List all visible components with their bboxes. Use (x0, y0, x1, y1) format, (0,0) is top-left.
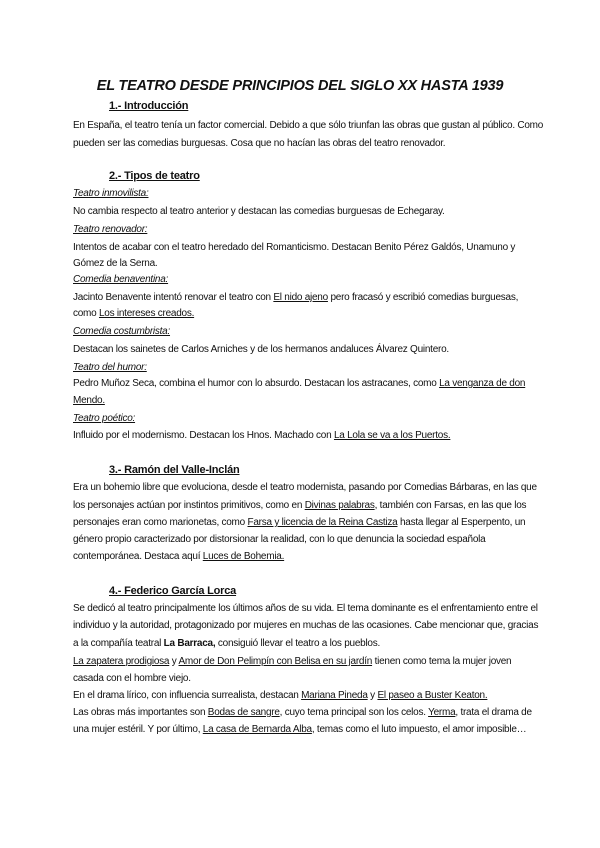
lorca-line-1: Se dedicó al teatro principalmente los últimos años de su vida. El tema dominante es el enfrentamiento entre el (73, 603, 538, 614)
valle-heading: 3.- Ramón del Valle-Inclán (109, 464, 240, 476)
text-span: contemporánea. Destaca aquí (73, 551, 203, 562)
valle-line-2 (73, 500, 526, 512)
text-span: y (169, 656, 179, 667)
renovador-text-2: Gómez de la Serna. (73, 258, 158, 269)
benaventina-line-1 (73, 292, 518, 304)
lorca-line-6 (73, 690, 487, 702)
intro-heading: 1.- Introducción (109, 100, 189, 112)
intro-line-1: En España, el teatro tenía un factor comercial. Debido a que sólo triunfan las obras que gustan al público. Como (73, 120, 544, 131)
text-span: hasta llegar al Esperpento, un (397, 517, 526, 528)
text-span: , trata el drama de (455, 707, 532, 718)
valle-line-1: Era un bohemio libre que evoluciona, desde el teatro modernista, pasando por Comedias Bárbaras, en las que (73, 482, 537, 493)
lorca-line-7 (73, 707, 532, 719)
text-span: Las obras más importantes son (73, 707, 208, 718)
text-span: , temas como el luto impuesto, el amor imposible… (311, 724, 527, 735)
text-span: una mujer estéril. Y por último, (73, 724, 203, 735)
work-title: Yerma (428, 707, 456, 718)
inmovilista-text: No cambia respecto al teatro anterior y destacan las comedias burguesas de Echegaray. (73, 206, 445, 217)
work-title: La casa de Bernarda Alba (202, 724, 312, 735)
text-span: En el drama lírico, con influencia surrealista, destacan (73, 690, 302, 701)
text-span: a la compañía teatral (73, 638, 164, 649)
humor-line-2 (73, 395, 105, 407)
text-span: tienen como tema la mujer joven (372, 656, 512, 667)
lorca-line-5: casada con el hombre viejo. (73, 673, 191, 684)
work-title: Amor de Don Pelimpín con Belisa en su jardín (178, 656, 373, 667)
work-title: Divinas palabras (304, 500, 375, 511)
work-title: El nido ajeno (273, 292, 328, 303)
renovador-label: Teatro renovador: (73, 224, 148, 235)
work-title: El paseo a Buster Keaton. (377, 690, 488, 701)
renovador-text-1: Intentos de acabar con el teatro heredado del Romanticismo. Destacan Benito Pérez Galdós, Unamuno y (73, 242, 516, 253)
lorca-line-3 (73, 638, 380, 650)
work-title: Mariana Pineda (301, 690, 368, 701)
valle-line-4: género propio caracterizado por distorsionar la realidad, con lo que denuncia la sociedad española (73, 534, 486, 545)
lorca-line-4 (73, 656, 511, 668)
text-span: consiguió llevar el teatro a los pueblos. (215, 638, 381, 649)
poetico-text (73, 430, 450, 442)
tipos-heading: 2.- Tipos de teatro (109, 170, 200, 182)
valle-line-3 (73, 517, 525, 529)
poetico-label: Teatro poético: (73, 413, 136, 424)
work-title: Mendo. (73, 395, 105, 406)
text-span: Jacinto Benavente intentó renovar el teatro con (73, 292, 274, 303)
lorca-line-2: individuo y la autoridad, protagonizado por mujeres en muchas de las ocasiones. Cabe mencionar que, gracias (73, 620, 539, 631)
work-title: Los intereses creados. (98, 308, 195, 319)
lorca-heading: 4.- Federico García Lorca (109, 585, 237, 597)
benaventina-label: Comedia benaventina: (73, 274, 169, 285)
valle-line-5 (73, 551, 284, 563)
text-span: y (367, 690, 378, 701)
costumbrista-label: Comedia costumbrista: (73, 326, 171, 337)
intro-line-2: pueden ser las comedias burguesas. Cosa que no hacían las obras del teatro renovador. (73, 138, 446, 149)
work-title: La Lola se va a los Puertos. (333, 430, 451, 441)
text-span: personajes eran como marionetas, como (73, 517, 248, 528)
costumbrista-text: Destacan los sainetes de Carlos Arniches y de los hermanos andaluces Álvarez Quintero. (73, 344, 449, 355)
text-span: Pedro Muñoz Seca, combina el humor con lo absurdo. Destacan los astracanes, como (73, 378, 440, 389)
inmovilista-label: Teatro inmovilista: (73, 188, 149, 199)
text-span: , cuyo tema principal son los celos. (279, 707, 429, 718)
company-name: La Barraca, (163, 638, 216, 649)
text-span: , también con Farsas, en las que los (374, 500, 527, 511)
lorca-line-8 (73, 724, 526, 736)
work-title: Bodas de sangre (207, 707, 280, 718)
text-span: los personajes actúan por instintos primitivos, como en (73, 500, 305, 511)
work-title: Farsa y licencia de la Reina Castiza (247, 517, 398, 528)
text-span: como (73, 308, 99, 319)
text-span: Influido por el modernismo. Destacan los Hnos. Machado con (73, 430, 334, 441)
humor-line-1 (73, 378, 525, 390)
work-title: La venganza de don (439, 378, 526, 389)
humor-label: Teatro del humor: (73, 362, 147, 373)
text-span: pero fracasó y escribió comedias burguesas, (327, 292, 519, 303)
work-title: Luces de Bohemia. (202, 551, 285, 562)
work-title: La zapatera prodigiosa (73, 656, 170, 667)
document-title: EL TEATRO DESDE PRINCIPIOS DEL SIGLO XX HASTA 1939 (96, 78, 504, 94)
benaventina-line-2 (73, 308, 194, 320)
